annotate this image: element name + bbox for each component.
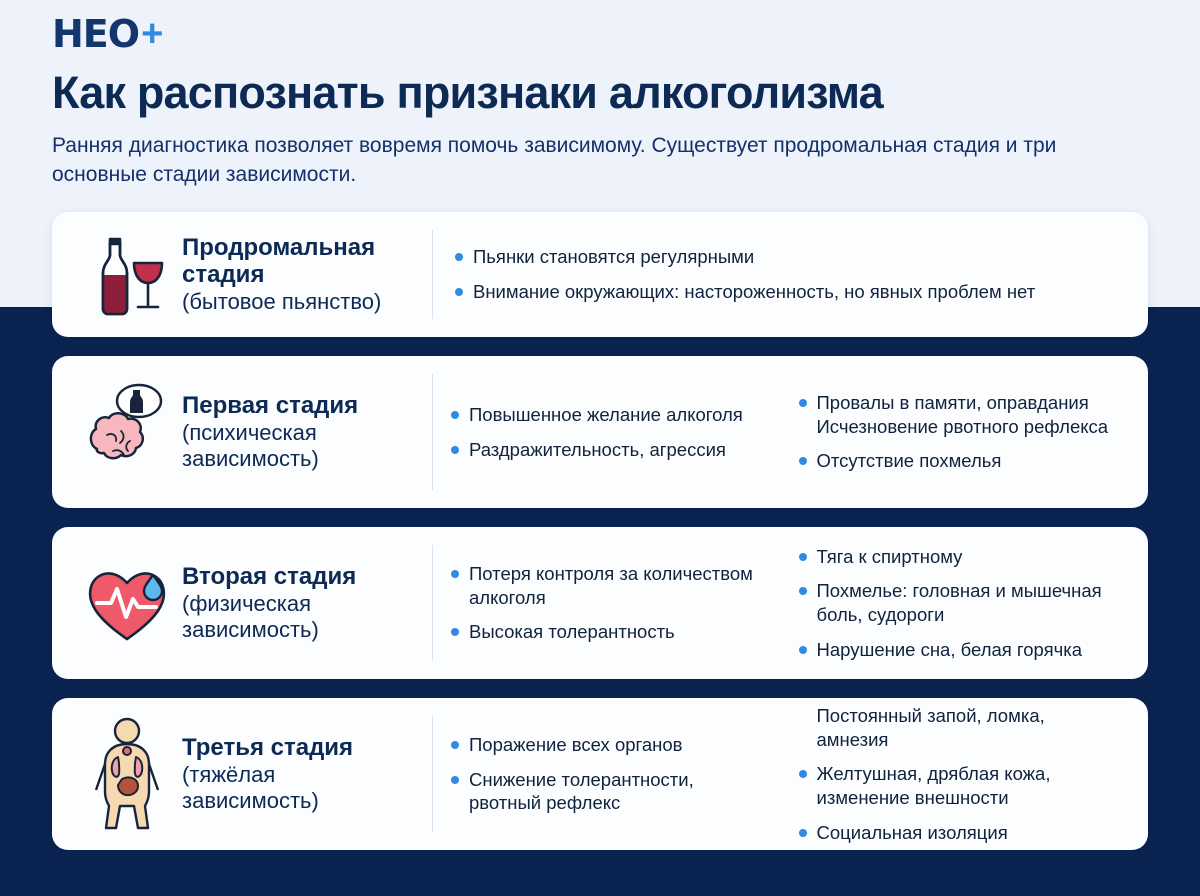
stage-name: Продромальная стадия (182, 233, 376, 289)
list-item (451, 562, 763, 609)
stage-card-prodromal (52, 212, 1148, 337)
list-item (451, 768, 763, 815)
stage-card-first (52, 356, 1148, 508)
bullet-text: Внимание окружающих: настороженность, но явных проблем нет (473, 281, 1036, 303)
brain-with-thought-bubble-icon (72, 370, 182, 494)
page-subtitle: Ранняя диагностика позволяет вовремя помочь зависимому. Существует продромальная стадия и три основные стадии зависимости. (52, 133, 1057, 187)
list-item (451, 438, 763, 462)
brand-plus-icon: + (141, 13, 164, 55)
bullet-column (781, 541, 1129, 665)
list-item (799, 391, 1111, 438)
stages-list (52, 212, 1148, 850)
stage-name: Вторая стадия (182, 562, 357, 590)
bullet-text: Поражение всех органов (469, 734, 683, 756)
list-item (799, 704, 1111, 751)
bullet-dot-icon (799, 770, 807, 778)
stage-card-second (52, 527, 1148, 679)
stage-title-prodromal (182, 226, 432, 323)
stage-subname: (бытовое пьянство) (182, 289, 382, 315)
stage-subname: (тяжёлая зависимость) (182, 761, 319, 814)
bullet-column (781, 704, 1129, 843)
bullet-text: Социальная изоляция (816, 821, 1008, 843)
list-item (455, 280, 1110, 304)
bullet-text: Похмелье: головная и мышечная боль, судороги (816, 580, 1102, 626)
stage-card-third (52, 698, 1148, 850)
bullet-dot-icon (455, 253, 463, 261)
bullet-text: Раздражительность, агрессия (469, 438, 726, 460)
bullet-text: Высокая толерантность (469, 621, 675, 643)
bullet-dot-icon (799, 829, 807, 837)
bullet-dot-icon (799, 646, 807, 654)
heart-with-pulse-icon (72, 541, 182, 665)
stage-bullets-first (433, 370, 1128, 494)
page-title: Как распознать признаки алкоголизма (52, 67, 883, 118)
bullet-text: Повышенное желание алкоголя (469, 403, 743, 425)
bullet-text: Пьянки становятся регулярными (473, 246, 755, 268)
list-item (799, 762, 1111, 809)
stage-title-first (182, 370, 432, 494)
bullet-text: Тяга к спиртному (816, 545, 963, 567)
bullet-text: Потеря контроля за количеством алкоголя (469, 563, 753, 608)
bullet-dot-icon (799, 553, 807, 561)
bullet-dot-icon (799, 457, 807, 465)
stage-subname: (физическая зависимость) (182, 590, 319, 643)
bullet-dot-icon (799, 399, 807, 407)
wine-bottle-and-glass-icon (72, 226, 182, 323)
bullet-text: Снижение толерантности, рвотный рефлекс (469, 768, 694, 814)
bullet-text: Нарушение сна, белая горячка (816, 638, 1083, 660)
bullet-column (433, 541, 781, 665)
stage-bullets-third (433, 704, 1128, 843)
bullet-dot-icon (799, 587, 807, 595)
stage-bullets-second (433, 541, 1128, 665)
stage-title-second (182, 541, 432, 665)
list-item (455, 245, 1110, 269)
list-item (451, 403, 763, 427)
list-item (799, 821, 1111, 845)
bullet-dot-icon (451, 570, 459, 578)
bullet-dot-icon (451, 741, 459, 749)
bullet-dot-icon (451, 411, 459, 419)
bullet-column (781, 370, 1129, 494)
list-item (451, 620, 763, 644)
list-item (799, 545, 1111, 569)
stage-name: Первая стадия (182, 391, 359, 419)
list-item (799, 579, 1111, 626)
bullet-dot-icon (451, 776, 459, 784)
bullet-text: Постоянный запой, ломка, амнезия (816, 704, 1045, 750)
bullet-column (433, 226, 1128, 323)
bullet-text: Провалы в памяти, оправдания Исчезновение рвотного рефлекса (816, 392, 1109, 437)
stage-bullets-prodromal (433, 226, 1128, 323)
bullet-column (433, 712, 781, 836)
brand-name: HEO (52, 12, 140, 56)
bullet-dot-icon (451, 446, 459, 454)
stage-subname: (психическая зависимость) (182, 419, 319, 472)
list-item (799, 638, 1111, 662)
human-body-organs-icon (72, 712, 182, 836)
stage-name: Третья стадия (182, 733, 354, 761)
bullet-text: Желтушная, дряблая кожа, изменение внешности (816, 763, 1051, 808)
bullet-text: Отсутствие похмелья (816, 450, 1002, 472)
stage-title-third (182, 712, 432, 836)
bullet-dot-icon (455, 288, 463, 296)
bullet-column (433, 370, 781, 494)
list-item (451, 733, 763, 757)
brand-logo (52, 0, 1148, 56)
list-item (799, 449, 1111, 473)
bullet-dot-icon (451, 628, 459, 636)
